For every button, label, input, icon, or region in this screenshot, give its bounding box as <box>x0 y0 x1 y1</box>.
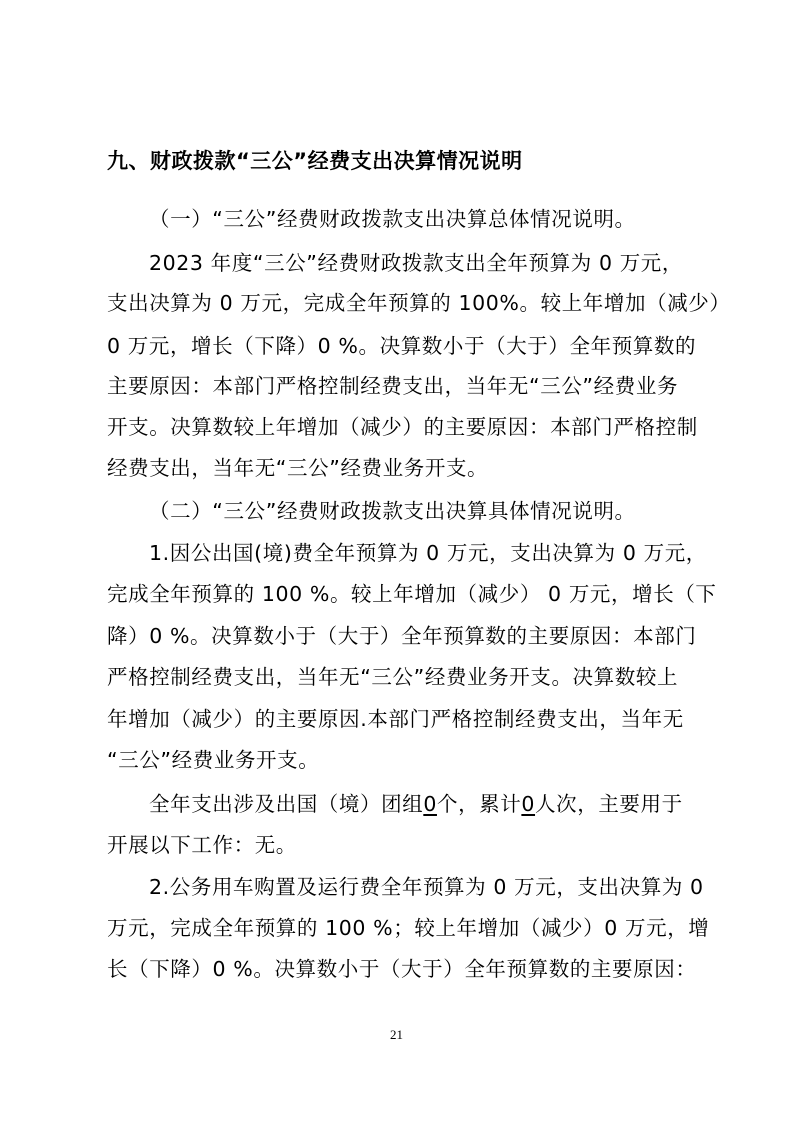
paragraph-line: 开展以下工作：无。 <box>107 833 297 857</box>
section-heading: 九、财政拨款“三公”经费支出决算情况说明 <box>107 149 523 173</box>
paragraph-line: 经费支出，当年无“三公”经费业务开支。 <box>107 456 489 480</box>
paragraph-line: 1.因公出国(境)费全年预算为 0 万元，支出决算为 0 万元， <box>149 541 707 565</box>
paragraph-line: 支出决算为 0 万元，完成全年预算的 100%。较上年增加（减少） <box>107 291 731 315</box>
groups-text-3: 人次，主要用于 <box>535 792 683 816</box>
subsection-title-detail: （二）“三公”经费财政拨款支出决算具体情况说明。 <box>149 499 636 523</box>
subsection-title-overall: （一）“三公”经费财政拨款支出决算总体情况说明。 <box>149 207 636 231</box>
paragraph-line: 万元，完成全年预算的 100 %；较上年增加（减少）0 万元，增 <box>107 916 710 940</box>
groups-count: 0 <box>423 792 437 816</box>
paragraph-line: 开支。决算数较上年增加（减少）的主要原因：本部门严格控制 <box>107 415 698 439</box>
paragraph-line: 主要原因：本部门严格控制经费支出，当年无“三公”经费业务 <box>107 374 679 398</box>
paragraph-line: 完成全年预算的 100 %。较上年增加（减少） 0 万元，增长（下 <box>107 582 717 606</box>
paragraph-line: 年增加（减少）的主要原因.本部门严格控制经费支出，当年无 <box>107 707 684 731</box>
paragraph-line: “三公”经费业务开支。 <box>107 748 320 772</box>
paragraph-line: 严格控制经费支出，当年无“三公”经费业务开支。决算数较上 <box>107 665 679 689</box>
paragraph-line: 0 万元，增长（下降）0 %。决算数小于（大于）全年预算数的 <box>107 334 697 358</box>
paragraph-line: 2023 年度“三公”经费财政拨款支出全年预算为 0 万元， <box>149 251 684 275</box>
groups-text-2: 个，累计 <box>436 792 522 816</box>
people-count: 0 <box>521 792 536 816</box>
paragraph-line: 降）0 %。决算数小于（大于）全年预算数的主要原因：本部门 <box>107 624 697 648</box>
paragraph-line: 长（下降）0 %。决算数小于（大于）全年预算数的主要原因： <box>107 957 697 981</box>
paragraph-line: 2.公务用车购置及运行费全年预算为 0 万元，支出决算为 0 <box>149 875 704 899</box>
page-number: 21 <box>390 1027 403 1042</box>
groups-text-1: 全年支出涉及出国（境）团组 <box>149 792 424 816</box>
groups-line <box>149 790 683 818</box>
